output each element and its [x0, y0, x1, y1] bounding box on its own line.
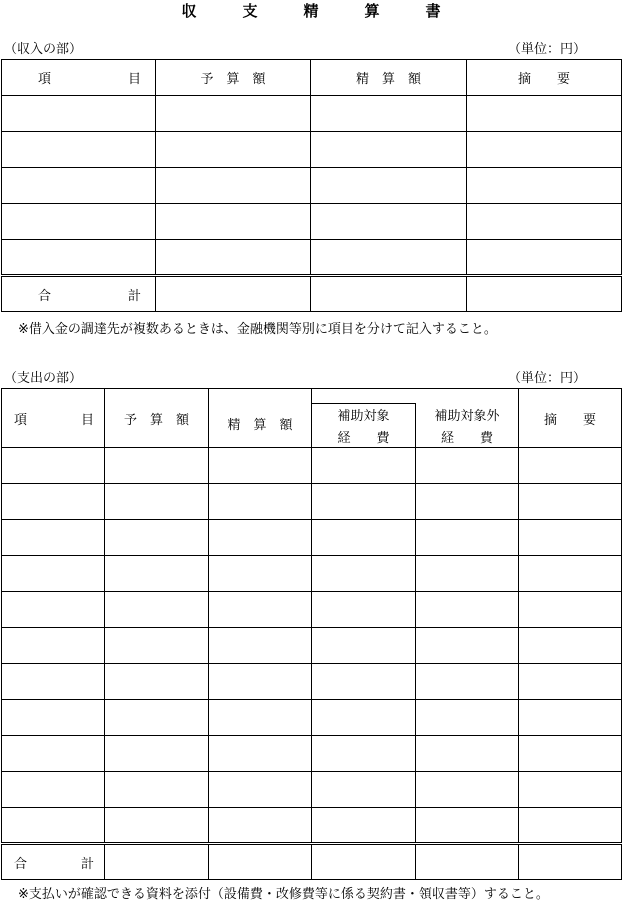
- expense-section-label: （支出の部）: [4, 371, 83, 386]
- expense-header-remarks: 摘 要: [519, 389, 622, 448]
- expense-table: [1, 388, 622, 880]
- income-header-row: [2, 60, 622, 96]
- expense-total-label: 合 計: [2, 844, 105, 880]
- table-row: [2, 664, 622, 700]
- income-header-settle: 精 算 額: [311, 60, 467, 96]
- expense-total-row: [2, 844, 622, 880]
- table-row: [2, 132, 622, 168]
- table-row: [2, 700, 622, 736]
- income-header-item: 項 目: [2, 60, 156, 96]
- expense-header-settle: 精 算 額: [209, 389, 312, 448]
- table-row: [2, 520, 622, 556]
- expense-header-budget: 予 算 額: [105, 389, 209, 448]
- expense-header-subsidy-cost: 経 費: [312, 426, 416, 448]
- table-row: [2, 772, 622, 808]
- title-char: 支: [242, 2, 258, 20]
- title-char: 精: [303, 2, 319, 20]
- table-row: [2, 484, 622, 520]
- page-title: [0, 0, 622, 21]
- income-unit-label: （単位：円）: [508, 42, 587, 57]
- title-char: 収: [181, 2, 197, 20]
- expense-header-row: [2, 389, 622, 404]
- expense-header-non-subsidy-cost: 経 費: [416, 426, 519, 448]
- expense-header-non-subsidy: 補助対象外: [416, 404, 519, 426]
- income-total-label: 合 計: [2, 276, 156, 312]
- table-row: [2, 592, 622, 628]
- table-row: [2, 556, 622, 592]
- income-header-remarks: 摘 要: [467, 60, 622, 96]
- title-char: 算: [364, 2, 380, 20]
- income-total-row: [2, 276, 622, 312]
- income-note: ※借入金の調達先が複数あるときは、金融機関等別に項目を分けて記入すること。: [18, 322, 497, 337]
- expense-header-item: 項 目: [2, 389, 105, 448]
- table-row: [2, 240, 622, 276]
- table-row: [2, 204, 622, 240]
- table-row: [2, 808, 622, 844]
- table-row: [2, 736, 622, 772]
- table-row: [2, 628, 622, 664]
- table-row: [2, 168, 622, 204]
- income-header-budget: 予 算 額: [156, 60, 311, 96]
- income-table: [1, 59, 622, 312]
- expense-note: ※支払いが確認できる資料を添付（設備費・改修費等に係る契約書・領収書等）すること。: [18, 887, 549, 902]
- table-row: [2, 448, 622, 484]
- income-section-label: （収入の部）: [4, 42, 83, 57]
- title-char: 書: [425, 2, 441, 20]
- table-row: [2, 96, 622, 132]
- expense-unit-label: （単位：円）: [508, 371, 587, 386]
- expense-header-subsidy: 補助対象: [312, 404, 416, 426]
